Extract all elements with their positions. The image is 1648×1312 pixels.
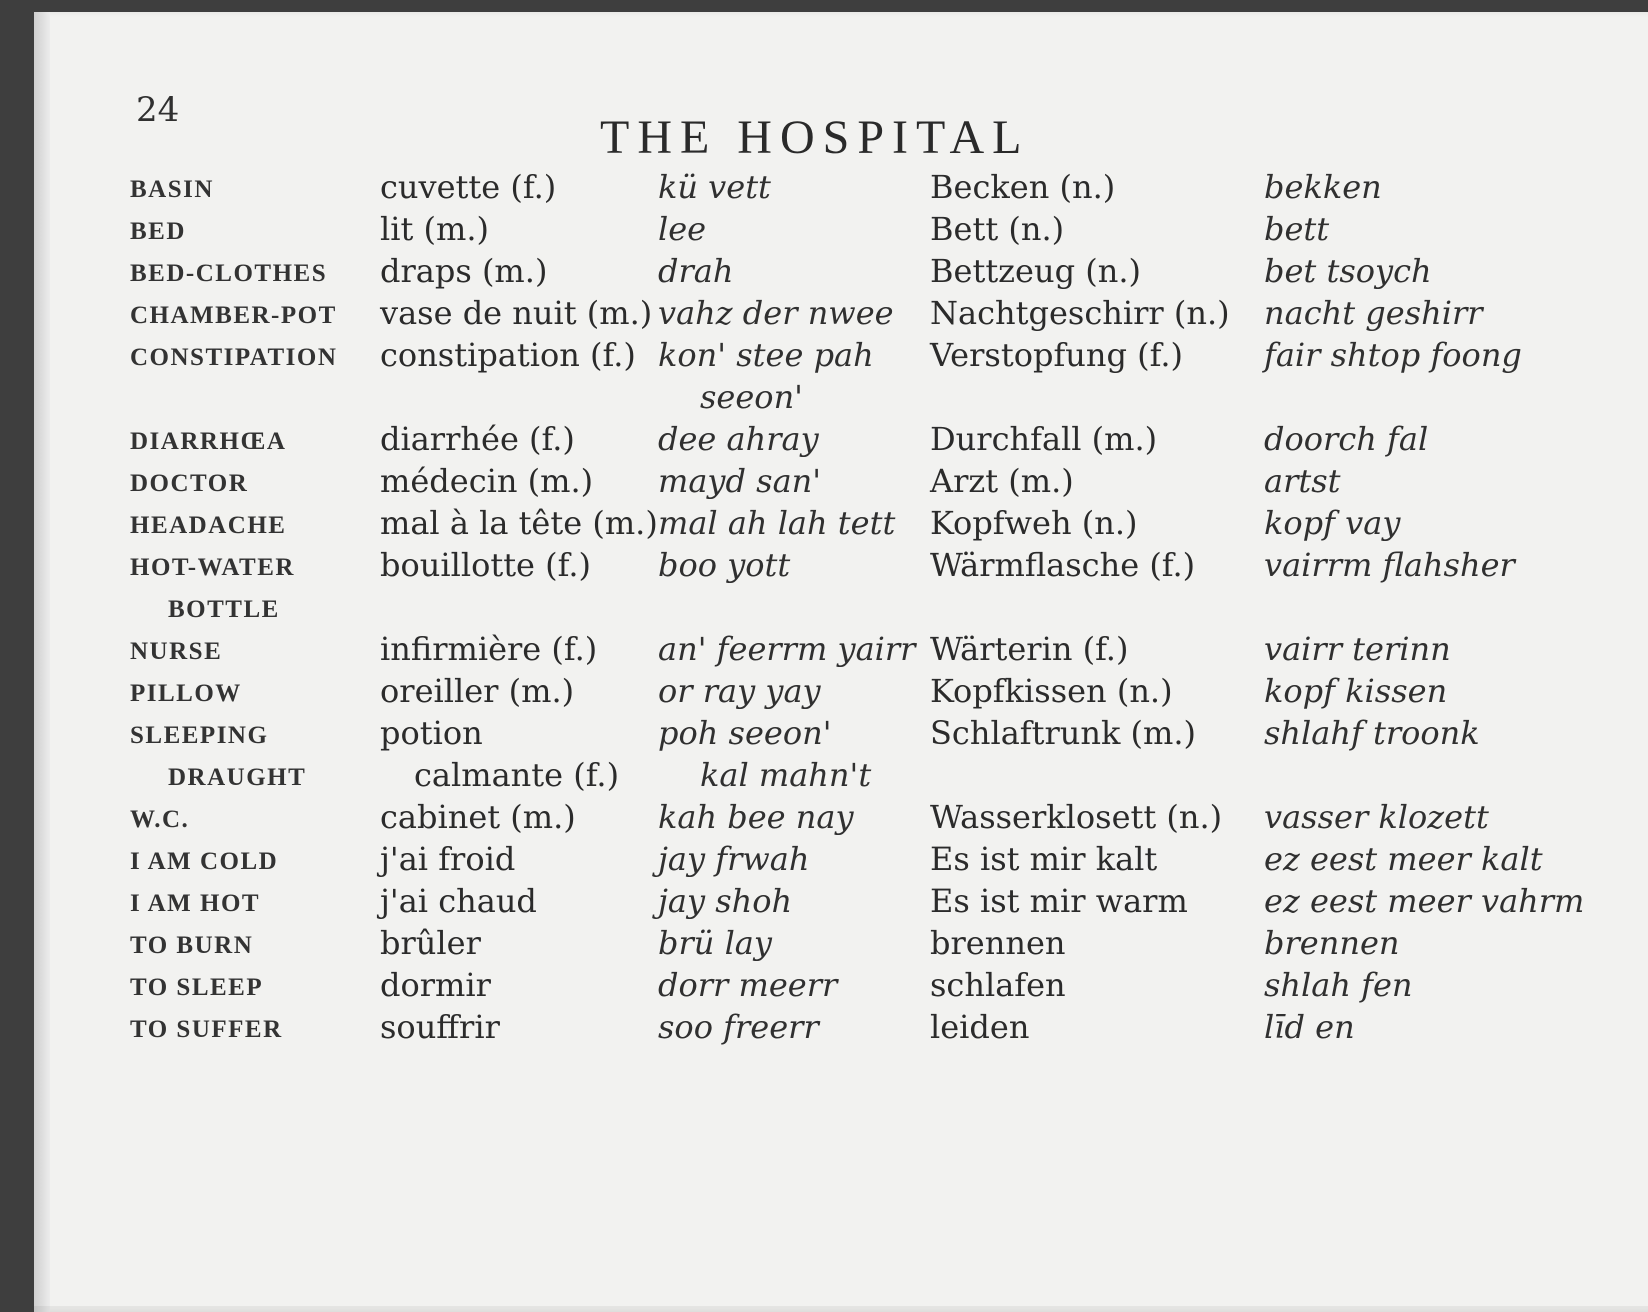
french-pronunciation: mayd san' <box>658 462 822 500</box>
german-pronunciation: shlah fen <box>1264 966 1413 1004</box>
german-pronunciation: līd en <box>1264 1008 1355 1046</box>
french-pronunciation: vahz der nwee <box>658 294 894 332</box>
german-term: Schlaftrunk (m.) <box>930 714 1197 752</box>
english-term: NURSE <box>130 638 223 665</box>
german-pronunciation: vasser klozett <box>1264 798 1489 836</box>
french-pronunciation: lee <box>658 210 707 248</box>
german-term: Verstopfung (f.) <box>930 336 1183 374</box>
french-pronunciation: soo freerr <box>658 1008 819 1046</box>
german-pronunciation: ez eest meer kalt <box>1264 840 1543 878</box>
french-pronunciation: kal mahn't <box>700 756 872 794</box>
german-term: Kopfkissen (n.) <box>930 672 1173 710</box>
german-term: schlafen <box>930 966 1066 1004</box>
table-row <box>0 798 1648 840</box>
table-row <box>0 588 1648 630</box>
table-row <box>0 504 1648 546</box>
table-row <box>0 840 1648 882</box>
french-term: lit (m.) <box>380 210 489 248</box>
table-row <box>0 546 1648 588</box>
french-pronunciation: dee ahray <box>658 420 819 458</box>
german-pronunciation: vairr terinn <box>1264 630 1451 668</box>
french-pronunciation: mal ah lah tett <box>658 504 896 542</box>
english-term: I AM HOT <box>130 890 261 917</box>
english-term: HOT-WATER <box>130 554 295 581</box>
german-pronunciation: bett <box>1264 210 1330 248</box>
english-term: I AM COLD <box>130 848 279 875</box>
english-term: PILLOW <box>130 680 242 707</box>
french-term: cabinet (m.) <box>380 798 576 836</box>
german-pronunciation: fair shtop foong <box>1264 336 1522 374</box>
german-pronunciation: ez eest meer vahrm <box>1264 882 1585 920</box>
english-term: TO SUFFER <box>130 1016 283 1043</box>
french-term: oreiller (m.) <box>380 672 575 710</box>
german-pronunciation: bekken <box>1264 168 1382 206</box>
german-pronunciation: artst <box>1264 462 1341 500</box>
german-term: Wasserklosett (n.) <box>930 798 1223 836</box>
english-term: TO SLEEP <box>130 974 264 1001</box>
table-row <box>0 924 1648 966</box>
french-term: calmante (f.) <box>414 756 620 794</box>
table-row <box>0 630 1648 672</box>
page-number: 24 <box>136 90 180 130</box>
french-pronunciation: jay frwah <box>658 840 810 878</box>
german-term: Bett (n.) <box>930 210 1065 248</box>
table-row <box>0 672 1648 714</box>
table-row <box>0 714 1648 756</box>
table-row <box>0 1008 1648 1050</box>
french-term: dormir <box>380 966 491 1004</box>
english-term: DRAUGHT <box>168 764 307 791</box>
table-row <box>0 882 1648 924</box>
french-term: vase de nuit (m.) <box>380 294 653 332</box>
german-pronunciation: brennen <box>1264 924 1400 962</box>
german-pronunciation: shlahf troonk <box>1264 714 1480 752</box>
french-pronunciation: boo yott <box>658 546 791 584</box>
german-term: Wärmflasche (f.) <box>930 546 1196 584</box>
french-term: j'ai froid <box>380 840 516 878</box>
english-term: CHAMBER-POT <box>130 302 337 329</box>
table-row <box>0 966 1648 1008</box>
german-pronunciation: vairrm flahsher <box>1264 546 1515 584</box>
german-term: Bettzeug (n.) <box>930 252 1141 290</box>
german-pronunciation: nacht geshirr <box>1264 294 1483 332</box>
german-term: Durchfall (m.) <box>930 420 1158 458</box>
french-pronunciation: seeon' <box>700 378 803 416</box>
french-term: brûler <box>380 924 481 962</box>
english-term: TO BURN <box>130 932 254 959</box>
english-term: SLEEPING <box>130 722 269 749</box>
english-term: HEADACHE <box>130 512 287 539</box>
german-term: Kopfweh (n.) <box>930 504 1138 542</box>
english-term: CONSTIPATION <box>130 344 338 371</box>
german-term: Arzt (m.) <box>930 462 1074 500</box>
table-row <box>0 378 1648 420</box>
german-term: Becken (n.) <box>930 168 1116 206</box>
french-pronunciation: poh seeon' <box>658 714 832 752</box>
french-term: j'ai chaud <box>380 882 537 920</box>
french-pronunciation: an' feerrm yairr <box>658 630 916 668</box>
french-term: bouillotte (f.) <box>380 546 591 584</box>
english-term: BED-CLOTHES <box>130 260 328 287</box>
english-term: BASIN <box>130 176 214 203</box>
german-pronunciation: bet tsoych <box>1264 252 1432 290</box>
table-row <box>0 420 1648 462</box>
page-title: THE HOSPITAL <box>600 111 1030 164</box>
english-term: W.C. <box>130 806 190 833</box>
german-pronunciation: kopf kissen <box>1264 672 1448 710</box>
german-term: Nachtgeschirr (n.) <box>930 294 1230 332</box>
french-term: mal à la tête (m.) <box>380 504 658 542</box>
table-row <box>0 252 1648 294</box>
english-term: DOCTOR <box>130 470 249 497</box>
table-row <box>0 210 1648 252</box>
english-term: DIARRHŒA <box>130 428 287 455</box>
french-term: diarrhée (f.) <box>380 420 575 458</box>
page-edge-shadow <box>34 1306 1648 1312</box>
french-pronunciation: jay shoh <box>658 882 793 920</box>
german-term: Es ist mir warm <box>930 882 1188 920</box>
german-term: leiden <box>930 1008 1030 1046</box>
french-term: cuvette (f.) <box>380 168 557 206</box>
french-term: souffrir <box>380 1008 500 1046</box>
french-term: médecin (m.) <box>380 462 594 500</box>
table-row <box>0 294 1648 336</box>
german-term: Wärterin (f.) <box>930 630 1129 668</box>
french-pronunciation: or ray yay <box>658 672 821 710</box>
english-term: BED <box>130 218 186 245</box>
german-pronunciation: doorch fal <box>1264 420 1429 458</box>
table-row <box>0 168 1648 210</box>
french-pronunciation: dorr meerr <box>658 966 838 1004</box>
german-term: brennen <box>930 924 1066 962</box>
french-pronunciation: kon' stee pah <box>658 336 874 374</box>
french-term: infirmière (f.) <box>380 630 598 668</box>
french-term: constipation (f.) <box>380 336 636 374</box>
table-row <box>0 462 1648 504</box>
table-row <box>0 756 1648 798</box>
english-term: BOTTLE <box>168 596 280 623</box>
german-term: Es ist mir kalt <box>930 840 1158 878</box>
french-term: potion <box>380 714 483 752</box>
table-row <box>0 336 1648 378</box>
french-pronunciation: kah bee nay <box>658 798 854 836</box>
french-term: draps (m.) <box>380 252 548 290</box>
german-pronunciation: kopf vay <box>1264 504 1401 542</box>
french-pronunciation: kü vett <box>658 168 771 206</box>
french-pronunciation: drah <box>658 252 734 290</box>
french-pronunciation: brü lay <box>658 924 772 962</box>
